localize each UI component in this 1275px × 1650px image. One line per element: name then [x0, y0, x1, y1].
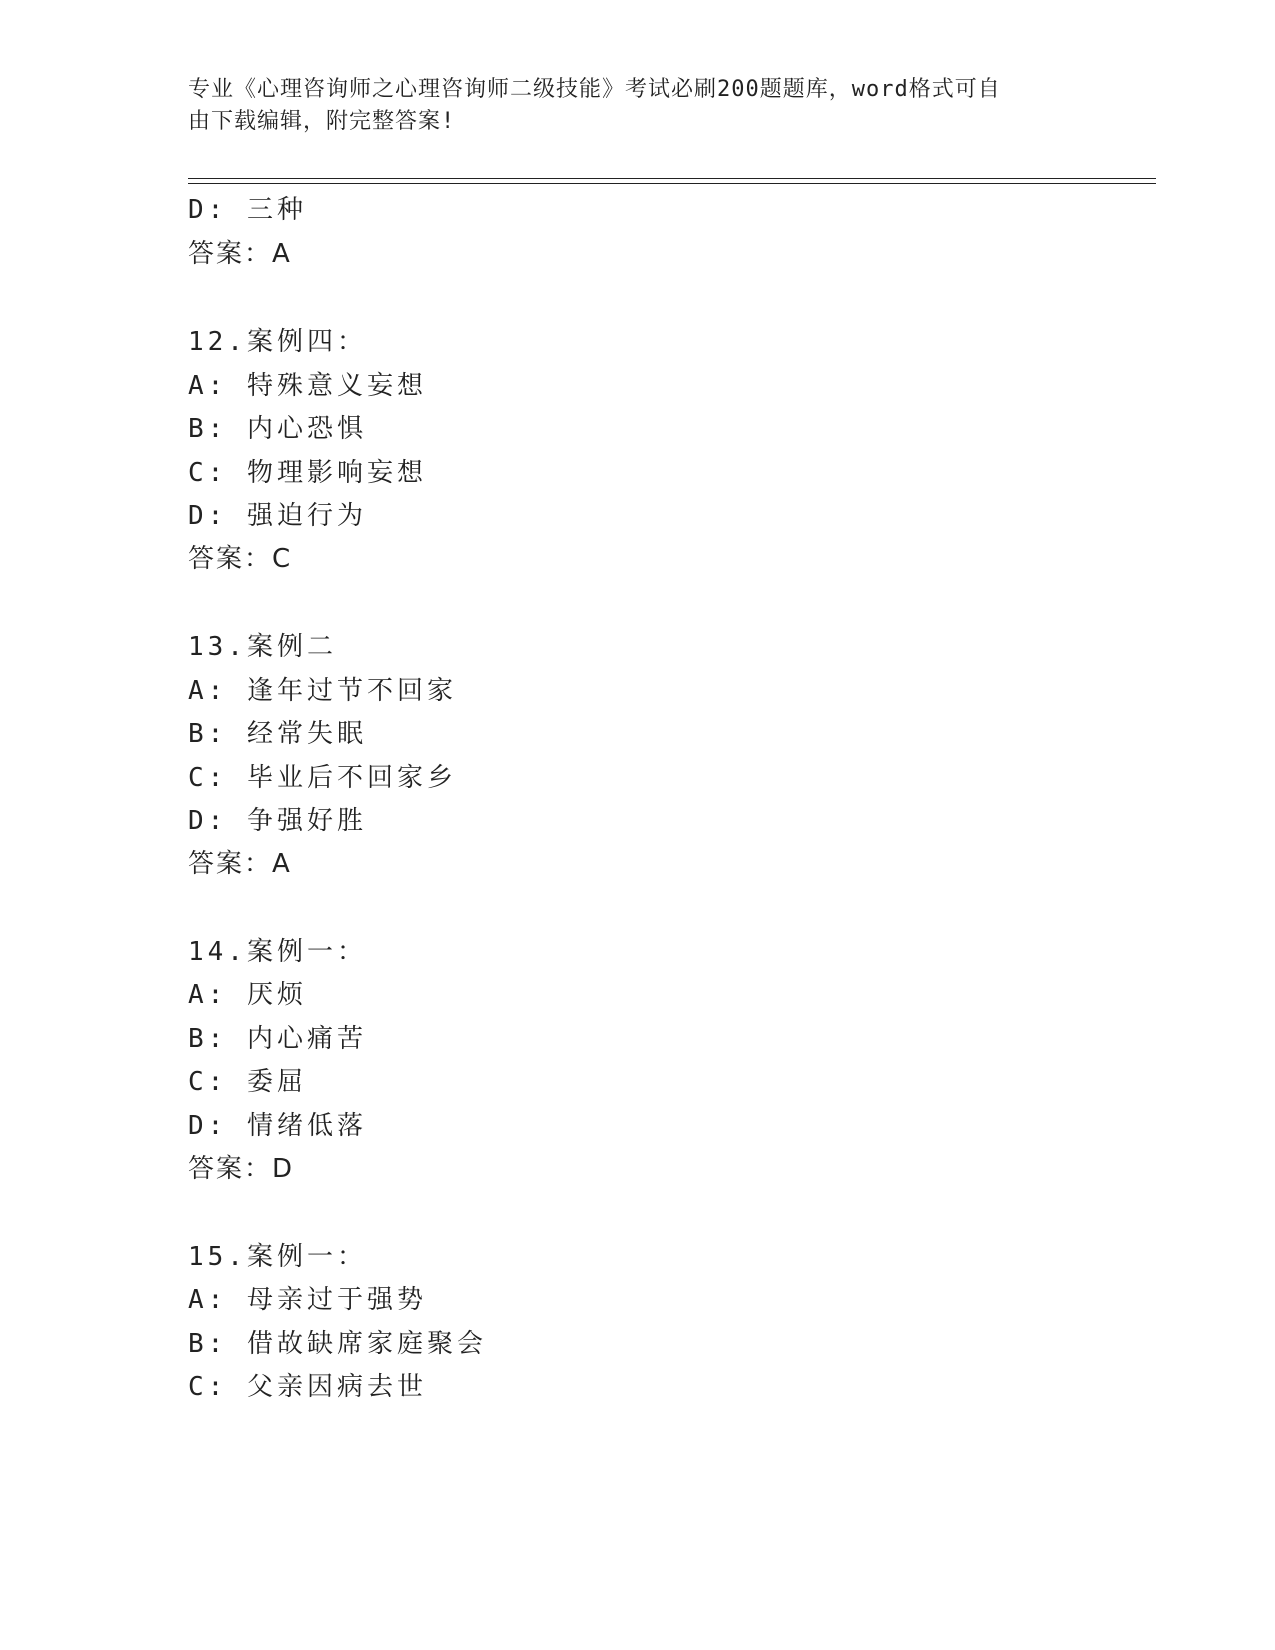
- option-b: B: 经常失眠: [188, 719, 367, 749]
- answer-line: 答案：D: [188, 1154, 295, 1184]
- option-a: A: 逢年过节不回家: [188, 676, 457, 706]
- option-d: D: 强迫行为: [188, 501, 367, 531]
- question-title: 15.案例一：: [188, 1242, 367, 1272]
- header-line-1: 专业《心理咨询师之心理咨询师二级技能》考试必刷200题题库，word格式可自: [188, 77, 1001, 102]
- question-title: 14.案例一：: [188, 937, 367, 967]
- header-line-2: 由下载编辑，附完整答案!: [188, 109, 456, 134]
- option-d: D: 三种: [188, 195, 307, 225]
- option-b: B: 内心恐惧: [188, 414, 367, 444]
- option-a: A: 母亲过于强势: [188, 1285, 427, 1315]
- option-c: C: 父亲因病去世: [188, 1372, 427, 1402]
- answer-line: 答案：A: [188, 239, 292, 269]
- option-b: B: 借故缺席家庭聚会: [188, 1329, 487, 1359]
- option-a: A: 厌烦: [188, 980, 307, 1010]
- option-c: C: 物理影响妄想: [188, 458, 427, 488]
- header-divider-bottom: [188, 183, 1156, 184]
- option-c: C: 毕业后不回家乡: [188, 763, 457, 793]
- question-title: 13.案例二: [188, 632, 337, 662]
- option-d: D: 争强好胜: [188, 806, 367, 836]
- option-a: A: 特殊意义妄想: [188, 371, 427, 401]
- header-divider-top: [188, 178, 1156, 179]
- question-title: 12.案例四：: [188, 327, 367, 357]
- option-d: D: 情绪低落: [188, 1111, 367, 1141]
- document-header: [188, 74, 1088, 138]
- answer-line: 答案：C: [188, 544, 293, 574]
- option-b: B: 内心痛苦: [188, 1024, 367, 1054]
- answer-line: 答案：A: [188, 849, 292, 879]
- option-c: C: 委屈: [188, 1067, 307, 1097]
